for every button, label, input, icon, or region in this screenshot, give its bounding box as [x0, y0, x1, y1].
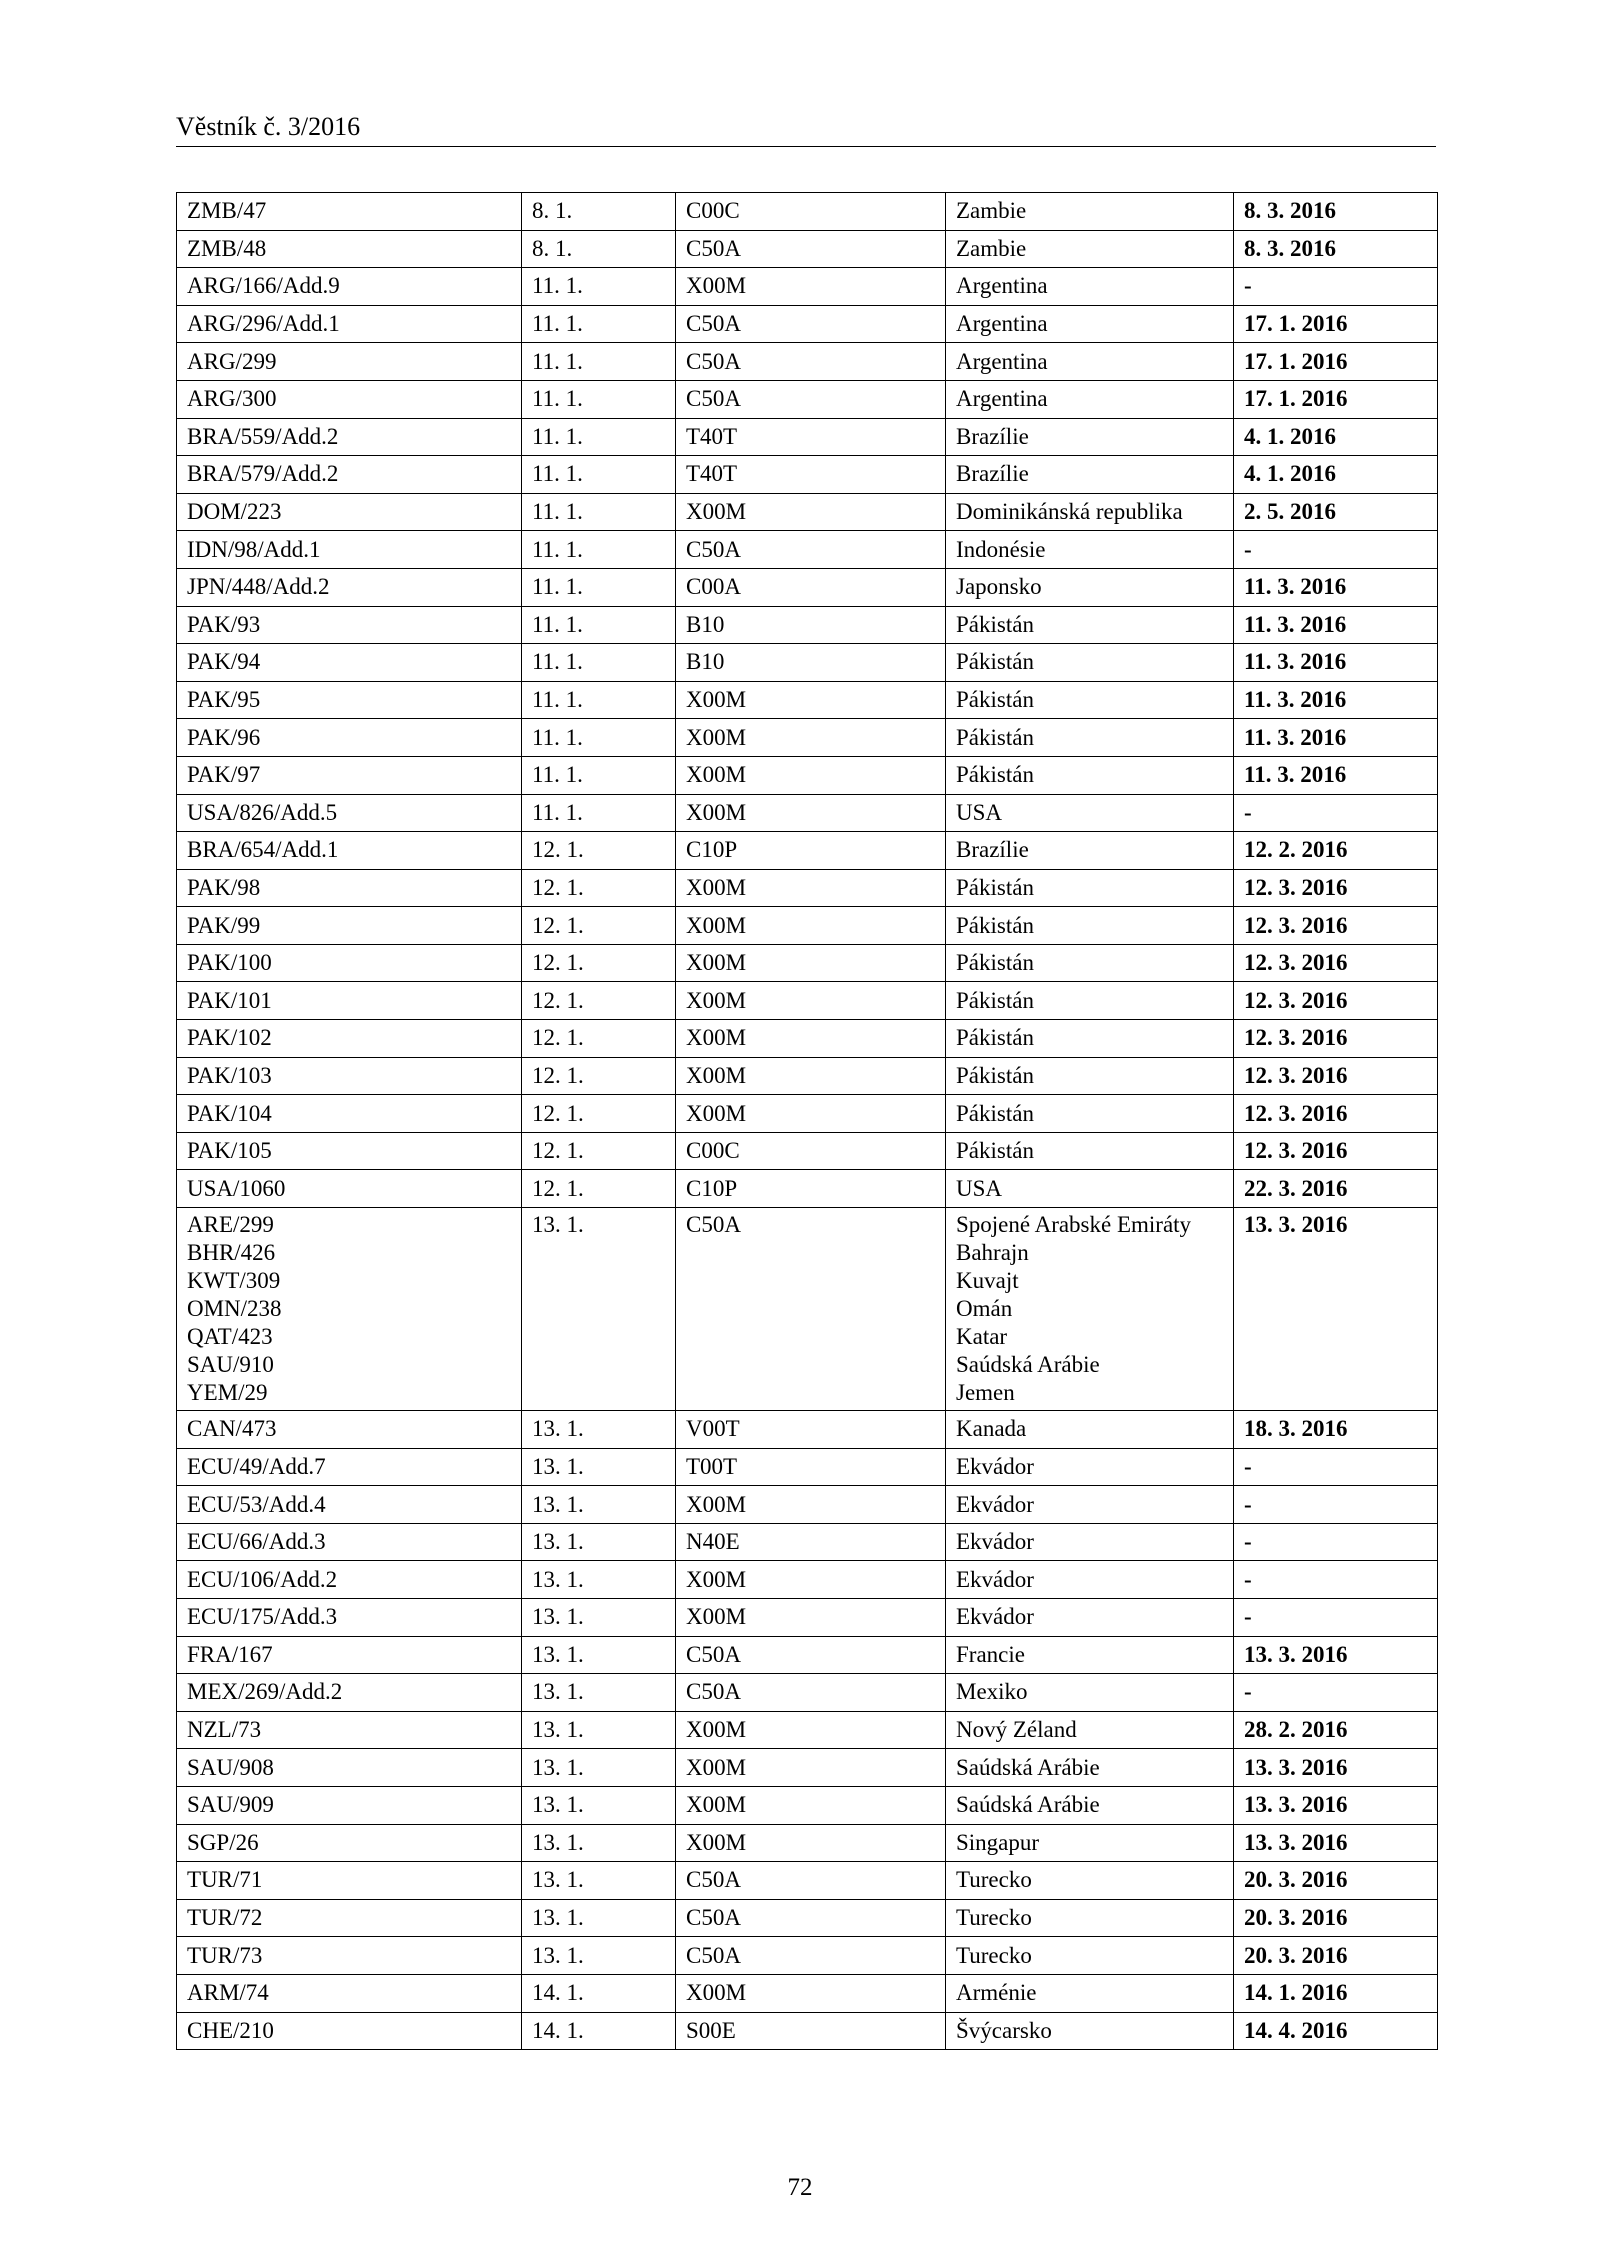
- deadline-cell: 12. 3. 2016: [1234, 944, 1438, 982]
- code-cell: C50A: [676, 1937, 946, 1975]
- day-cell: 13. 1.: [522, 1711, 676, 1749]
- document-ref-cell: NZL/73: [177, 1711, 522, 1749]
- table-row: [177, 869, 1438, 907]
- document-ref-cell: PAK/96: [177, 719, 522, 757]
- day-cell: 13. 1.: [522, 1674, 676, 1712]
- day-cell: 13. 1.: [522, 1824, 676, 1862]
- code-cell: T40T: [676, 418, 946, 456]
- deadline-cell: 12. 3. 2016: [1234, 1020, 1438, 1058]
- document-ref-cell: SGP/26: [177, 1824, 522, 1862]
- country-cell: Pákistán: [946, 869, 1234, 907]
- code-cell: C00A: [676, 568, 946, 606]
- page-header-title: Věstník č. 3/2016: [176, 112, 361, 141]
- day-cell: 12. 1.: [522, 1132, 676, 1170]
- document-ref-cell: ECU/106/Add.2: [177, 1561, 522, 1599]
- table-row: [177, 1523, 1438, 1561]
- day-cell: 12. 1.: [522, 1020, 676, 1058]
- document-ref-cell: ZMB/47: [177, 193, 522, 231]
- deadline-cell: 11. 3. 2016: [1234, 606, 1438, 644]
- day-cell: 11. 1.: [522, 756, 676, 794]
- code-cell: C50A: [676, 343, 946, 381]
- day-cell: 11. 1.: [522, 418, 676, 456]
- deadline-cell: 13. 3. 2016: [1234, 1208, 1438, 1411]
- table-row: [177, 1095, 1438, 1133]
- table-body: [177, 193, 1438, 2050]
- day-cell: 12. 1.: [522, 832, 676, 870]
- deadline-cell: 12. 3. 2016: [1234, 869, 1438, 907]
- document-ref-cell: PAK/94: [177, 644, 522, 682]
- document-ref-cell: ARG/166/Add.9: [177, 268, 522, 306]
- document-ref-cell: SAU/908: [177, 1749, 522, 1787]
- day-cell: 12. 1.: [522, 1170, 676, 1208]
- table-row: [177, 907, 1438, 945]
- document-ref-cell: JPN/448/Add.2: [177, 568, 522, 606]
- document-ref-cell: PAK/100: [177, 944, 522, 982]
- country-cell: Pákistán: [946, 606, 1234, 644]
- country-cell: Turecko: [946, 1937, 1234, 1975]
- deadline-cell: -: [1234, 1599, 1438, 1637]
- day-cell: 12. 1.: [522, 1057, 676, 1095]
- document-ref-cell: PAK/99: [177, 907, 522, 945]
- country-cell: Argentina: [946, 305, 1234, 343]
- code-cell: X00M: [676, 1486, 946, 1524]
- document-ref: ARE/299: [187, 1212, 274, 1238]
- day-cell: 11. 1.: [522, 343, 676, 381]
- country-cell: Pákistán: [946, 944, 1234, 982]
- document-ref-cell: PAK/103: [177, 1057, 522, 1095]
- country-cell: USA: [946, 794, 1234, 832]
- deadline-cell: 12. 3. 2016: [1234, 1095, 1438, 1133]
- document-ref-cell: TUR/72: [177, 1899, 522, 1937]
- code-cell: X00M: [676, 1786, 946, 1824]
- code-cell: N40E: [676, 1523, 946, 1561]
- table-row: [177, 1561, 1438, 1599]
- day-cell: 11. 1.: [522, 380, 676, 418]
- document-ref: YEM/29: [187, 1380, 268, 1406]
- document-ref-cell: FRA/167: [177, 1636, 522, 1674]
- country-cell: Pákistán: [946, 1020, 1234, 1058]
- day-cell: 13. 1.: [522, 1636, 676, 1674]
- document-ref-cell: TUR/73: [177, 1937, 522, 1975]
- day-cell: 11. 1.: [522, 531, 676, 569]
- code-cell: X00M: [676, 944, 946, 982]
- document-ref-cell: BRA/579/Add.2: [177, 456, 522, 494]
- country-cell: Brazílie: [946, 456, 1234, 494]
- day-cell: 12. 1.: [522, 907, 676, 945]
- country-cell: Pákistán: [946, 1057, 1234, 1095]
- table-row: [177, 1599, 1438, 1637]
- table-row: [177, 1411, 1438, 1449]
- document-ref-cell: PAK/102: [177, 1020, 522, 1058]
- day-cell: 13. 1.: [522, 1862, 676, 1900]
- code-cell: X00M: [676, 1599, 946, 1637]
- country-cell: Singapur: [946, 1824, 1234, 1862]
- country-cell: [946, 1208, 1234, 1411]
- deadline-cell: 4. 1. 2016: [1234, 418, 1438, 456]
- deadline-cell: 2. 5. 2016: [1234, 493, 1438, 531]
- deadline-cell: 11. 3. 2016: [1234, 644, 1438, 682]
- document-ref: OMN/238: [187, 1296, 282, 1322]
- country-cell: Brazílie: [946, 832, 1234, 870]
- day-cell: 13. 1.: [522, 1208, 676, 1411]
- table-row: [177, 982, 1438, 1020]
- code-cell: X00M: [676, 681, 946, 719]
- document-ref-cell: PAK/93: [177, 606, 522, 644]
- code-cell: X00M: [676, 907, 946, 945]
- day-cell: 14. 1.: [522, 2012, 676, 2050]
- table-row: [177, 1057, 1438, 1095]
- document-ref-cell: ARG/300: [177, 380, 522, 418]
- deadline-cell: 22. 3. 2016: [1234, 1170, 1438, 1208]
- deadline-cell: 20. 3. 2016: [1234, 1899, 1438, 1937]
- deadline-cell: 17. 1. 2016: [1234, 380, 1438, 418]
- deadline-cell: 20. 3. 2016: [1234, 1937, 1438, 1975]
- country-cell: Ekvádor: [946, 1486, 1234, 1524]
- deadline-cell: 12. 3. 2016: [1234, 1132, 1438, 1170]
- document-ref-cell: IDN/98/Add.1: [177, 531, 522, 569]
- document-ref-cell: TUR/71: [177, 1862, 522, 1900]
- deadline-cell: -: [1234, 1561, 1438, 1599]
- deadline-cell: 8. 3. 2016: [1234, 230, 1438, 268]
- deadline-cell: -: [1234, 268, 1438, 306]
- code-cell: C10P: [676, 1170, 946, 1208]
- day-cell: 13. 1.: [522, 1561, 676, 1599]
- country-cell: Brazílie: [946, 418, 1234, 456]
- day-cell: 11. 1.: [522, 568, 676, 606]
- code-cell: C00C: [676, 193, 946, 231]
- code-cell: C50A: [676, 1636, 946, 1674]
- code-cell: C10P: [676, 832, 946, 870]
- table-row: [177, 1636, 1438, 1674]
- code-cell: C50A: [676, 1674, 946, 1712]
- document-ref-cell: ECU/53/Add.4: [177, 1486, 522, 1524]
- country-cell: Zambie: [946, 193, 1234, 231]
- document-ref-cell: ECU/49/Add.7: [177, 1448, 522, 1486]
- document-ref-cell: SAU/909: [177, 1786, 522, 1824]
- code-cell: S00E: [676, 2012, 946, 2050]
- code-cell: C50A: [676, 1208, 946, 1411]
- table-row: [177, 343, 1438, 381]
- deadline-cell: 14. 4. 2016: [1234, 2012, 1438, 2050]
- day-cell: 11. 1.: [522, 681, 676, 719]
- document-ref-cell: PAK/97: [177, 756, 522, 794]
- table-row: [177, 719, 1438, 757]
- day-cell: 13. 1.: [522, 1786, 676, 1824]
- country-cell: Saúdská Arábie: [946, 1749, 1234, 1787]
- table-row: [177, 456, 1438, 494]
- code-cell: C50A: [676, 531, 946, 569]
- code-cell: C50A: [676, 230, 946, 268]
- country-cell: Mexiko: [946, 1674, 1234, 1712]
- deadline-cell: 11. 3. 2016: [1234, 756, 1438, 794]
- day-cell: 11. 1.: [522, 493, 676, 531]
- table-row: [177, 230, 1438, 268]
- notification-table: [176, 192, 1438, 2050]
- document-ref: QAT/423: [187, 1324, 273, 1350]
- country-cell: Zambie: [946, 230, 1234, 268]
- deadline-cell: 12. 3. 2016: [1234, 982, 1438, 1020]
- table-row: [177, 1749, 1438, 1787]
- code-cell: C50A: [676, 380, 946, 418]
- table-row: [177, 794, 1438, 832]
- table-row: [177, 531, 1438, 569]
- code-cell: X00M: [676, 1749, 946, 1787]
- country-cell: Pákistán: [946, 907, 1234, 945]
- day-cell: 11. 1.: [522, 456, 676, 494]
- table-row: [177, 1862, 1438, 1900]
- day-cell: 12. 1.: [522, 982, 676, 1020]
- deadline-cell: -: [1234, 1486, 1438, 1524]
- document-ref-cell: BRA/559/Add.2: [177, 418, 522, 456]
- deadline-cell: -: [1234, 1448, 1438, 1486]
- table-row: [177, 832, 1438, 870]
- country-cell: Indonésie: [946, 531, 1234, 569]
- code-cell: X00M: [676, 1711, 946, 1749]
- country-cell: USA: [946, 1170, 1234, 1208]
- country-cell: Švýcarsko: [946, 2012, 1234, 2050]
- deadline-cell: 20. 3. 2016: [1234, 1862, 1438, 1900]
- table-row: [177, 268, 1438, 306]
- table-row: [177, 944, 1438, 982]
- code-cell: X00M: [676, 794, 946, 832]
- table-row: [177, 305, 1438, 343]
- document-ref-cell: ECU/66/Add.3: [177, 1523, 522, 1561]
- code-cell: X00M: [676, 1095, 946, 1133]
- code-cell: X00M: [676, 869, 946, 907]
- code-cell: T40T: [676, 456, 946, 494]
- code-cell: X00M: [676, 1057, 946, 1095]
- table-row: [177, 1937, 1438, 1975]
- table-row: [177, 193, 1438, 231]
- country-cell: Pákistán: [946, 1095, 1234, 1133]
- day-cell: 8. 1.: [522, 193, 676, 231]
- day-cell: 13. 1.: [522, 1749, 676, 1787]
- day-cell: 13. 1.: [522, 1899, 676, 1937]
- country-name: Saúdská Arábie: [956, 1352, 1100, 1378]
- country-cell: Ekvádor: [946, 1599, 1234, 1637]
- document-ref-cell: PAK/104: [177, 1095, 522, 1133]
- deadline-cell: 17. 1. 2016: [1234, 343, 1438, 381]
- deadline-cell: 14. 1. 2016: [1234, 1974, 1438, 2012]
- day-cell: 14. 1.: [522, 1974, 676, 2012]
- document-ref-cell: ARM/74: [177, 1974, 522, 2012]
- country-name: Bahrajn: [956, 1240, 1029, 1266]
- table-row: [177, 1132, 1438, 1170]
- code-cell: X00M: [676, 756, 946, 794]
- table-row: [177, 2012, 1438, 2050]
- deadline-cell: 28. 2. 2016: [1234, 1711, 1438, 1749]
- code-cell: C50A: [676, 305, 946, 343]
- table-row: [177, 1711, 1438, 1749]
- country-name: Kuvajt: [956, 1268, 1019, 1294]
- document-ref-cell: DOM/223: [177, 493, 522, 531]
- deadline-cell: -: [1234, 1674, 1438, 1712]
- country-name: Spojené Arabské Emiráty: [956, 1212, 1192, 1238]
- code-cell: X00M: [676, 268, 946, 306]
- deadline-cell: 4. 1. 2016: [1234, 456, 1438, 494]
- deadline-cell: 11. 3. 2016: [1234, 568, 1438, 606]
- country-cell: Pákistán: [946, 756, 1234, 794]
- country-cell: Arménie: [946, 1974, 1234, 2012]
- table-row: [177, 681, 1438, 719]
- table-row: [177, 1208, 1438, 1411]
- code-cell: X00M: [676, 1974, 946, 2012]
- code-cell: X00M: [676, 1561, 946, 1599]
- deadline-cell: 18. 3. 2016: [1234, 1411, 1438, 1449]
- deadline-cell: -: [1234, 531, 1438, 569]
- code-cell: C50A: [676, 1899, 946, 1937]
- day-cell: 11. 1.: [522, 644, 676, 682]
- deadline-cell: 17. 1. 2016: [1234, 305, 1438, 343]
- document-ref-cell: MEX/269/Add.2: [177, 1674, 522, 1712]
- country-cell: Kanada: [946, 1411, 1234, 1449]
- country-cell: Argentina: [946, 380, 1234, 418]
- country-cell: Pákistán: [946, 644, 1234, 682]
- country-name: Katar: [956, 1324, 1008, 1350]
- country-cell: Saúdská Arábie: [946, 1786, 1234, 1824]
- code-cell: C00C: [676, 1132, 946, 1170]
- day-cell: 11. 1.: [522, 305, 676, 343]
- deadline-cell: 12. 3. 2016: [1234, 1057, 1438, 1095]
- day-cell: 13. 1.: [522, 1599, 676, 1637]
- day-cell: 11. 1.: [522, 719, 676, 757]
- country-cell: Turecko: [946, 1899, 1234, 1937]
- country-cell: Ekvádor: [946, 1448, 1234, 1486]
- table-row: [177, 1170, 1438, 1208]
- country-cell: Pákistán: [946, 719, 1234, 757]
- country-cell: Argentina: [946, 268, 1234, 306]
- country-cell: Nový Zéland: [946, 1711, 1234, 1749]
- document-ref-cell: ARG/299: [177, 343, 522, 381]
- document-ref-cell: ECU/175/Add.3: [177, 1599, 522, 1637]
- code-cell: T00T: [676, 1448, 946, 1486]
- document-ref-cell: USA/1060: [177, 1170, 522, 1208]
- deadline-cell: -: [1234, 1523, 1438, 1561]
- deadline-cell: 11. 3. 2016: [1234, 681, 1438, 719]
- country-cell: Turecko: [946, 1862, 1234, 1900]
- deadline-cell: 12. 2. 2016: [1234, 832, 1438, 870]
- document-ref-cell: ZMB/48: [177, 230, 522, 268]
- document-ref-cell: CAN/473: [177, 1411, 522, 1449]
- document-ref-cell: CHE/210: [177, 2012, 522, 2050]
- document-ref: BHR/426: [187, 1240, 276, 1266]
- document-ref-cell: BRA/654/Add.1: [177, 832, 522, 870]
- table-row: [177, 1486, 1438, 1524]
- deadline-cell: 11. 3. 2016: [1234, 719, 1438, 757]
- day-cell: 12. 1.: [522, 1095, 676, 1133]
- table-row: [177, 418, 1438, 456]
- deadline-cell: 12. 3. 2016: [1234, 907, 1438, 945]
- code-cell: X00M: [676, 1020, 946, 1058]
- page-number: 72: [787, 2174, 813, 2201]
- table-row: [177, 380, 1438, 418]
- table-row: [177, 1448, 1438, 1486]
- table-row: [177, 756, 1438, 794]
- day-cell: 13. 1.: [522, 1448, 676, 1486]
- code-cell: B10: [676, 606, 946, 644]
- table-row: [177, 568, 1438, 606]
- code-cell: X00M: [676, 1824, 946, 1862]
- document-ref-cell: PAK/98: [177, 869, 522, 907]
- country-cell: Argentina: [946, 343, 1234, 381]
- day-cell: 13. 1.: [522, 1486, 676, 1524]
- code-cell: X00M: [676, 493, 946, 531]
- day-cell: 11. 1.: [522, 794, 676, 832]
- document-ref-cell: [177, 1208, 522, 1411]
- document-ref: SAU/910: [187, 1352, 274, 1378]
- code-cell: X00M: [676, 982, 946, 1020]
- country-cell: Pákistán: [946, 982, 1234, 1020]
- table-row: [177, 644, 1438, 682]
- country-name: Omán: [956, 1296, 1013, 1322]
- country-cell: Japonsko: [946, 568, 1234, 606]
- day-cell: 11. 1.: [522, 268, 676, 306]
- day-cell: 13. 1.: [522, 1937, 676, 1975]
- table-row: [177, 1974, 1438, 2012]
- document-ref-cell: ARG/296/Add.1: [177, 305, 522, 343]
- deadline-cell: 13. 3. 2016: [1234, 1636, 1438, 1674]
- country-cell: Dominikánská republika: [946, 493, 1234, 531]
- day-cell: 11. 1.: [522, 606, 676, 644]
- day-cell: 13. 1.: [522, 1523, 676, 1561]
- document-ref-cell: PAK/105: [177, 1132, 522, 1170]
- deadline-cell: 13. 3. 2016: [1234, 1786, 1438, 1824]
- country-cell: Ekvádor: [946, 1523, 1234, 1561]
- document-ref-cell: PAK/101: [177, 982, 522, 1020]
- day-cell: 12. 1.: [522, 869, 676, 907]
- document-ref-cell: USA/826/Add.5: [177, 794, 522, 832]
- document-ref: KWT/309: [187, 1268, 281, 1294]
- document-ref-cell: PAK/95: [177, 681, 522, 719]
- day-cell: 8. 1.: [522, 230, 676, 268]
- day-cell: 12. 1.: [522, 944, 676, 982]
- day-cell: 13. 1.: [522, 1411, 676, 1449]
- code-cell: C50A: [676, 1862, 946, 1900]
- country-name: Jemen: [956, 1380, 1015, 1406]
- country-cell: Pákistán: [946, 681, 1234, 719]
- table-row: [177, 606, 1438, 644]
- header-rule: [176, 146, 1436, 147]
- country-cell: Francie: [946, 1636, 1234, 1674]
- table-row: [177, 1824, 1438, 1862]
- country-cell: Ekvádor: [946, 1561, 1234, 1599]
- deadline-cell: -: [1234, 794, 1438, 832]
- table-row: [177, 493, 1438, 531]
- table-row: [177, 1674, 1438, 1712]
- country-cell: Pákistán: [946, 1132, 1234, 1170]
- table-row: [177, 1020, 1438, 1058]
- table-row: [177, 1786, 1438, 1824]
- code-cell: X00M: [676, 719, 946, 757]
- deadline-cell: 13. 3. 2016: [1234, 1824, 1438, 1862]
- table-row: [177, 1899, 1438, 1937]
- deadline-cell: 8. 3. 2016: [1234, 193, 1438, 231]
- code-cell: B10: [676, 644, 946, 682]
- code-cell: V00T: [676, 1411, 946, 1449]
- deadline-cell: 13. 3. 2016: [1234, 1749, 1438, 1787]
